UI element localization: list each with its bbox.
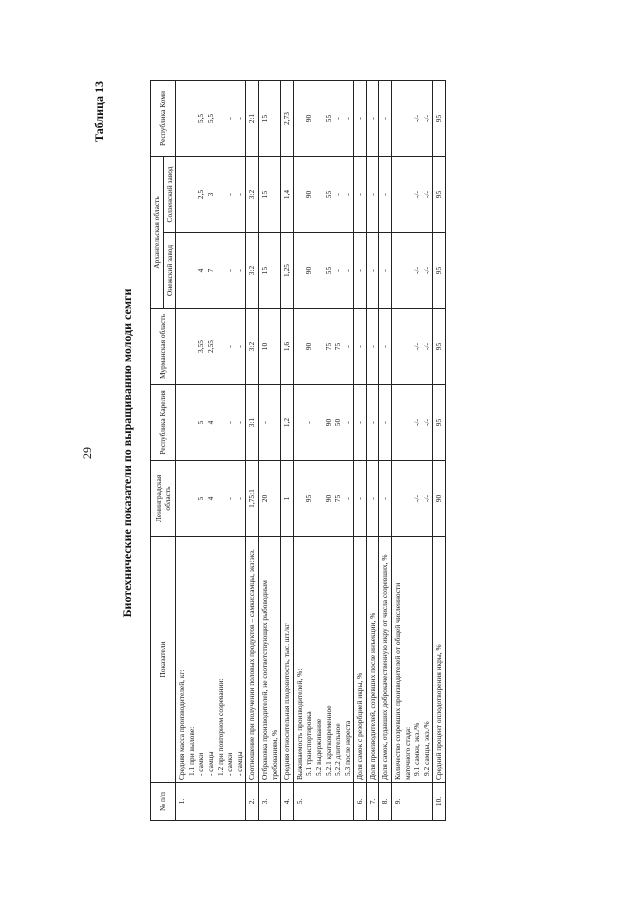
value-line — [295, 463, 305, 534]
value-line: - — [367, 420, 377, 424]
value-cell — [246, 460, 259, 536]
value-line — [216, 158, 226, 229]
table-row — [258, 80, 280, 820]
row-number: 3. — [258, 782, 280, 820]
value-cell — [293, 232, 354, 308]
value-line: 2,5 — [196, 189, 206, 199]
value-cell — [366, 232, 379, 308]
value-cell — [379, 232, 392, 308]
header-row-1 — [151, 80, 164, 820]
value-cell — [379, 460, 392, 536]
table-row — [379, 80, 392, 820]
value-cell — [246, 80, 259, 156]
value-line: - — [225, 268, 235, 272]
value-line — [216, 235, 226, 306]
value-cell — [392, 308, 433, 384]
value-line — [393, 82, 403, 153]
value-line: - — [225, 496, 235, 500]
value-line: 90 — [304, 114, 314, 122]
value-line: -/- — [421, 190, 431, 198]
value-line: - — [380, 496, 390, 500]
value-cell — [176, 460, 246, 536]
value-line: - — [355, 344, 365, 348]
value-line: - — [259, 420, 269, 424]
indicator-line: Средняя относительная плодовитость, тыс. шт./кг — [282, 622, 292, 780]
value-cell — [281, 460, 294, 536]
value-line — [216, 82, 226, 153]
value-line — [314, 311, 324, 382]
value-line: - — [342, 192, 352, 196]
value-line — [314, 463, 324, 534]
value-line: 10 — [259, 342, 269, 350]
value-line: 2:1 — [247, 113, 257, 123]
value-line: - — [225, 116, 235, 120]
indicator-line: маточного стада: — [402, 726, 412, 780]
value-line: - — [342, 496, 352, 500]
value-cell — [433, 308, 446, 384]
value-line: - — [234, 268, 244, 272]
value-cell — [379, 156, 392, 232]
value-line: - — [342, 268, 352, 272]
table-row — [354, 80, 367, 820]
value-line: - — [234, 420, 244, 424]
value-cell — [176, 308, 246, 384]
value-cell — [258, 232, 280, 308]
value-cell — [258, 80, 280, 156]
indicator-line: - самки — [225, 752, 235, 776]
value-cell — [392, 156, 433, 232]
value-line — [295, 158, 305, 229]
value-cell — [392, 460, 433, 536]
value-line: 7 — [205, 268, 215, 272]
indicator-line: - самки — [196, 752, 206, 776]
table-row — [281, 80, 294, 820]
indicator-cell — [433, 536, 446, 782]
value-cell — [354, 232, 367, 308]
indicator-cell — [246, 536, 259, 782]
value-line: 3:2 — [247, 265, 257, 275]
indicator-cell — [392, 536, 433, 782]
value-line: - — [234, 344, 244, 348]
indicator-line: Средняя масса производителей, кг: — [177, 668, 187, 780]
value-line: 1,75:1 — [247, 488, 257, 508]
value-line: -/- — [412, 494, 422, 502]
value-line: 95 — [304, 494, 314, 502]
value-line: - — [342, 344, 352, 348]
value-line — [393, 158, 403, 229]
value-line: 15 — [259, 190, 269, 198]
row-number: 8. — [379, 782, 392, 820]
value-cell — [176, 384, 246, 460]
indicator-cell — [366, 536, 379, 782]
table-title: Биотехнические показатели по выращиванию молоди семги — [120, 288, 134, 617]
value-cell — [258, 156, 280, 232]
value-line — [314, 387, 324, 458]
value-cell — [392, 232, 433, 308]
value-line: 1,6 — [282, 341, 292, 351]
value-line: 4 — [205, 420, 215, 424]
indicator-line: Соотношение при получении половых продуктов – самки:самцы, экз:экз. — [247, 548, 257, 780]
table-label: Таблица 13 — [92, 80, 106, 142]
indicator-line: 9.1 самки, экз./% — [412, 722, 422, 776]
indicator-line: 5.3 после нереста — [342, 720, 352, 776]
value-cell — [433, 460, 446, 536]
value-line: - — [355, 420, 365, 424]
value-line: 5,5 — [196, 113, 206, 123]
value-line — [177, 311, 187, 382]
value-line: - — [342, 420, 352, 424]
table-row — [392, 80, 433, 820]
value-line: - — [355, 268, 365, 272]
value-cell — [392, 80, 433, 156]
value-line — [216, 387, 226, 458]
value-line: 50 — [333, 418, 343, 426]
value-line: 2,55 — [205, 339, 215, 353]
indicator-cell — [281, 536, 294, 782]
indicator-line: - самцы — [234, 750, 244, 776]
value-cell — [366, 308, 379, 384]
value-cell — [293, 384, 354, 460]
value-cell — [246, 308, 259, 384]
value-cell — [379, 308, 392, 384]
value-line: 90 — [304, 190, 314, 198]
value-cell — [392, 384, 433, 460]
indicator-line: Доля самок с резорбцией икры, % — [355, 672, 365, 780]
value-line: -/- — [421, 494, 431, 502]
value-cell — [366, 460, 379, 536]
value-line: -/- — [421, 418, 431, 426]
value-line: -/- — [412, 190, 422, 198]
table-row — [433, 80, 446, 820]
indicator-line: 5.2 выдерживание — [313, 718, 323, 776]
table-row — [366, 80, 379, 820]
value-line: 15 — [259, 266, 269, 274]
value-line: - — [333, 116, 343, 120]
value-line — [403, 387, 413, 458]
value-line: -/- — [412, 418, 422, 426]
value-cell — [281, 308, 294, 384]
value-cell — [354, 384, 367, 460]
value-line: -/- — [421, 114, 431, 122]
value-cell — [293, 156, 354, 232]
value-line: 55 — [323, 190, 333, 198]
indicator-line: Отбраковка производителей, не соответствующих рыбоводным требованиям, % — [259, 577, 279, 780]
value-line — [177, 463, 187, 534]
value-line: - — [380, 268, 390, 272]
value-line: 3:2 — [247, 189, 257, 199]
value-line: 90 — [323, 494, 333, 502]
value-line: -/- — [421, 266, 431, 274]
value-line — [314, 158, 324, 229]
value-line: - — [304, 420, 314, 424]
value-cell — [433, 232, 446, 308]
value-line: 5 — [196, 496, 206, 500]
value-line: 3:2 — [247, 341, 257, 351]
indicator-cell — [258, 536, 280, 782]
table-row — [176, 80, 246, 820]
value-line: 3:1 — [247, 417, 257, 427]
row-number: 1. — [176, 782, 246, 820]
value-line: 90 — [304, 342, 314, 350]
value-line — [295, 387, 305, 458]
value-line: - — [234, 496, 244, 500]
header-solza: Солзенский завод — [163, 156, 176, 232]
value-line — [393, 235, 403, 306]
row-number: 10. — [433, 782, 446, 820]
value-line: 95 — [434, 418, 444, 426]
indicator-line: Доля производителей, созревших после инъекции, % — [367, 612, 377, 780]
indicator-cell — [293, 536, 354, 782]
value-line — [187, 235, 197, 306]
indicator-line: Средний процент оплодотворения икры, % — [434, 643, 444, 780]
value-line: - — [367, 496, 377, 500]
value-line: - — [333, 192, 343, 196]
value-line: -/- — [412, 342, 422, 350]
value-cell — [366, 80, 379, 156]
row-number: 9. — [392, 782, 433, 820]
value-line — [187, 82, 197, 153]
indicator-line: 5.2.2 длительное — [333, 722, 343, 776]
table-row — [246, 80, 259, 820]
indicator-line: Выживаемость производителей, %: — [294, 668, 304, 780]
value-cell — [246, 384, 259, 460]
value-line: 95 — [434, 266, 444, 274]
page-number: 29 — [80, 446, 94, 459]
value-line: - — [380, 344, 390, 348]
value-cell — [246, 232, 259, 308]
value-cell — [354, 308, 367, 384]
value-line — [187, 311, 197, 382]
value-line: - — [380, 116, 390, 120]
value-line: 55 — [323, 114, 333, 122]
value-line: - — [367, 268, 377, 272]
value-line: 75 — [333, 494, 343, 502]
indicator-line: Доля самок, отдавших доброкачественную икру от числа созревших, % — [380, 554, 390, 780]
row-number: 2. — [246, 782, 259, 820]
value-line — [187, 463, 197, 534]
value-line: 95 — [434, 190, 444, 198]
value-line — [216, 463, 226, 534]
value-line — [295, 311, 305, 382]
value-line: - — [355, 496, 365, 500]
value-cell — [354, 460, 367, 536]
value-line: - — [355, 116, 365, 120]
value-cell — [366, 156, 379, 232]
value-line — [295, 235, 305, 306]
value-line: - — [333, 268, 343, 272]
value-line: - — [367, 192, 377, 196]
value-line — [216, 311, 226, 382]
value-line — [393, 311, 403, 382]
value-line: 3,55 — [196, 339, 206, 353]
value-line: 2,73 — [282, 111, 292, 125]
value-line: - — [225, 420, 235, 424]
value-line: 1,25 — [282, 263, 292, 277]
value-line: 20 — [259, 494, 269, 502]
value-line: - — [355, 192, 365, 196]
indicators-table — [150, 79, 446, 820]
value-line: 55 — [323, 266, 333, 274]
indicator-line: - самцы — [205, 750, 215, 776]
value-line: 90 — [323, 418, 333, 426]
value-cell — [176, 80, 246, 156]
header-onega: Онежский завод — [163, 232, 176, 308]
value-line — [403, 463, 413, 534]
value-line: - — [234, 116, 244, 120]
value-cell — [433, 384, 446, 460]
header-arkhangelsk: Архангельская область — [151, 156, 164, 308]
value-line — [187, 158, 197, 229]
value-line: 95 — [434, 114, 444, 122]
value-line: -/- — [421, 342, 431, 350]
indicator-cell — [176, 536, 246, 782]
value-line: - — [342, 116, 352, 120]
row-number: 4. — [281, 782, 294, 820]
value-line: - — [380, 420, 390, 424]
row-number: 7. — [366, 782, 379, 820]
indicator-line: 1.1 при вылове: — [186, 726, 196, 776]
header-num: № п/п — [151, 782, 176, 820]
value-line: 5,5 — [205, 113, 215, 123]
value-line: 4 — [196, 268, 206, 272]
value-cell — [281, 80, 294, 156]
value-line: 1 — [282, 496, 292, 500]
value-line — [295, 82, 305, 153]
value-line: 5 — [196, 420, 206, 424]
value-line — [177, 235, 187, 306]
value-line — [393, 463, 403, 534]
indicator-line: 1.2 при повторном созревании: — [215, 677, 225, 776]
rotated-page — [80, 73, 560, 833]
header-leningrad: Ленинградская область — [151, 460, 176, 536]
value-cell — [366, 384, 379, 460]
value-line: - — [225, 192, 235, 196]
value-line: 95 — [434, 342, 444, 350]
value-line: - — [225, 344, 235, 348]
value-line: 90 — [304, 266, 314, 274]
value-line — [314, 82, 324, 153]
value-cell — [258, 308, 280, 384]
value-cell — [176, 156, 246, 232]
value-cell — [379, 80, 392, 156]
value-line: 4 — [205, 496, 215, 500]
indicator-cell — [354, 536, 367, 782]
value-cell — [176, 232, 246, 308]
header-indicator: Показатели — [151, 536, 176, 782]
value-line — [187, 387, 197, 458]
value-line — [403, 235, 413, 306]
table-body — [176, 80, 446, 820]
value-cell — [281, 384, 294, 460]
value-cell — [354, 80, 367, 156]
indicator-line: 9.2 самцы, экз./% — [421, 720, 431, 776]
value-cell — [281, 232, 294, 308]
header-karelia: Республика Карелия — [151, 384, 176, 460]
value-line: - — [367, 344, 377, 348]
value-cell — [379, 384, 392, 460]
value-line — [403, 158, 413, 229]
indicator-line: 5.1 транспортировка — [304, 710, 314, 776]
value-line: 1,2 — [282, 417, 292, 427]
value-line: 75 — [333, 342, 343, 350]
indicator-line: Количество созревших производителей от общей численности — [393, 582, 403, 780]
value-cell — [293, 460, 354, 536]
value-line: -/- — [412, 266, 422, 274]
indicator-line: 5.2.1 кратковременное — [323, 704, 333, 776]
header-komi: Республика Коми — [151, 80, 176, 156]
table-row — [293, 80, 354, 820]
value-cell — [281, 156, 294, 232]
indicator-cell — [379, 536, 392, 782]
value-cell — [246, 156, 259, 232]
value-cell — [354, 156, 367, 232]
value-line: 90 — [434, 494, 444, 502]
value-line: - — [367, 116, 377, 120]
value-line — [314, 235, 324, 306]
row-number: 6. — [354, 782, 367, 820]
value-cell — [433, 80, 446, 156]
value-cell — [293, 308, 354, 384]
header-murmansk: Мурманская область — [151, 308, 176, 384]
value-cell — [258, 460, 280, 536]
value-line: - — [380, 192, 390, 196]
value-line — [403, 311, 413, 382]
value-line — [177, 387, 187, 458]
value-line: 15 — [259, 114, 269, 122]
row-number: 5. — [293, 782, 354, 820]
value-line: 3 — [205, 192, 215, 196]
value-line — [177, 82, 187, 153]
value-line — [393, 387, 403, 458]
value-cell — [258, 384, 280, 460]
value-line: 1,4 — [282, 189, 292, 199]
value-cell — [293, 80, 354, 156]
value-line: - — [234, 192, 244, 196]
value-cell — [433, 156, 446, 232]
value-line: -/- — [412, 114, 422, 122]
value-line — [403, 82, 413, 153]
value-line — [177, 158, 187, 229]
value-line: 75 — [323, 342, 333, 350]
